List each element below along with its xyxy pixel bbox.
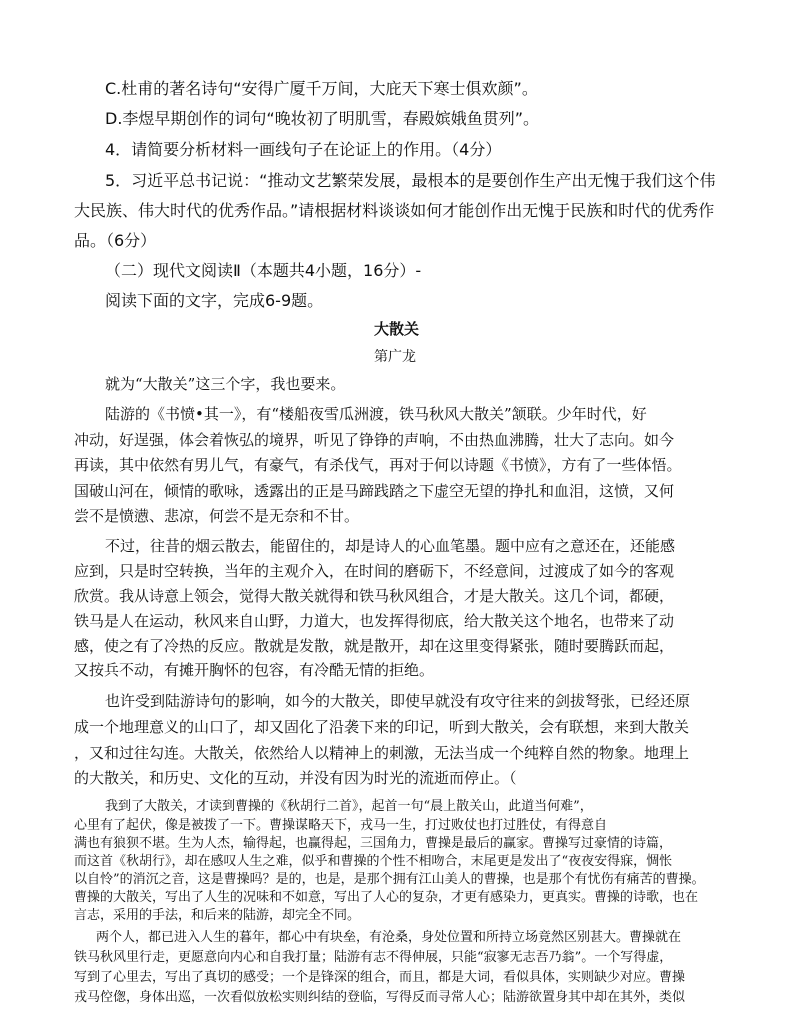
article-title: 大散关 bbox=[374, 320, 420, 338]
paragraph-5-line: 满也有狼狈不堪。生为人杰，输得起，也赢得起，三国角力，曹操是最后的赢家。曹操写过豪情的诗篇， bbox=[74, 836, 673, 851]
option-d: D.李煜早期创作的词句“晚妆初了明肌雪，春殿嫔娥鱼贯列”。 bbox=[105, 109, 539, 128]
paragraph-2-line: 国破山河在，倾情的歌咏，透露出的正是马蹄践踏之下虚空无望的挣扎和血泪，这愤，又何 bbox=[74, 482, 675, 500]
paragraph-2-line: 冲动，好逞强，体会着恢弘的境界，听见了铮铮的声响，不由热血沸腾，壮大了志向。如今 bbox=[74, 431, 675, 449]
paragraph-4-line: 也许受到陆游诗句的影响，如今的大散关，即使早就没有攻守往来的剑拔弩张，已经还原 bbox=[105, 692, 691, 710]
paragraph-4-line: 的大散关，和历史、文化的互动，并没有因为时光的流逝而停止。（ bbox=[74, 769, 517, 787]
paragraph-5-line: 心里有了起伏，像是被拨了一下。曹操谋略天下，戎马一生，打过败仗也打过胜仗，有得意自 bbox=[74, 818, 608, 833]
article-author: 第广龙 bbox=[374, 349, 416, 365]
question-5-line-1: 5．习近平总书记说：“推动文艺繁荣发展，最根本的是要创作生产出无愧于我们这个伟 bbox=[105, 171, 716, 190]
paragraph-2-line: 尝不是愤懑、悲凉，何尝不是无奈和不甘。 bbox=[74, 507, 360, 525]
paragraph-5-line: 曹操的大散关，写出了人生的况味和不如意，写出了人心的复杂，才更有感染力，更真实。曹操的诗歌，也在 bbox=[74, 890, 699, 905]
paragraph-5-line: 以自怜”的消沉之音，这是曹操吗？是的，也是，是那个拥有江山美人的曹操，也是那个有忧伤有痛苦的曹操。 bbox=[74, 872, 705, 887]
paragraph-3-line: 应到，只是时空转换，当年的主观介入，在时间的磨砺下，不经意间，过渡成了如今的客观 bbox=[74, 562, 675, 580]
question-4: 4．请简要分析材料一画线句子在论证上的作用。（4分） bbox=[105, 140, 502, 159]
paragraph-6-line: 两个人，都已进入人生的暮年，都心中有块垒，有沧桑，身处位置和所持立场竟然区别甚大。曹操就在 bbox=[96, 930, 682, 945]
option-c: C.杜甫的著名诗句“安得广厦千万间，大庇天下寒士俱欢颜”。 bbox=[105, 79, 538, 98]
question-5-line-3: 品。（6分） bbox=[74, 231, 157, 250]
paragraph-2-line: 陆游的《书愤•其一》，有“楼船夜雪瓜洲渡，铁马秋风大散关”颔联。少年时代，好 bbox=[105, 405, 647, 423]
paragraph-2-line: 再读，其中依然有男儿气，有豪气，有杀伐气，再对于何以诗题《书愤》，方有了一些体悟。 bbox=[74, 456, 682, 474]
paragraph-5-line: 我到了大散关，才读到曹操的《秋胡行二首》，起首一句“晨上散关山，此道当何难”， bbox=[105, 799, 593, 814]
paragraph-5-line: 言志，采用的手法，和后来的陆游，却完全不同。 bbox=[74, 908, 361, 923]
paragraph-1: 就为“大散关”这三个字，我也要来。 bbox=[105, 375, 346, 393]
paragraph-3-line: 又按兵不动，有摊开胸怀的包容，有冷酷无情的拒绝。 bbox=[74, 661, 435, 679]
paragraph-4-line: 成一个地理意义的山口了，却又固化了沿袭下来的印记，听到大散关，会有联想，来到大散关 bbox=[74, 718, 690, 736]
reading-instruction: 阅读下面的文字，完成6-9题。 bbox=[105, 291, 324, 310]
paragraph-4-line: ，又和过往勾连。大散关，依然给人以精神上的刺激，无法当成一个纯粹自然的物象。地理上 bbox=[74, 744, 690, 762]
paragraph-3-line: 欣赏。我从诗意上领会，觉得大散关就得和铁马秋风组合，才是大散关。这几个词，都硬， bbox=[74, 587, 675, 605]
paragraph-3-line: 不过，往昔的烟云散去，能留住的，却是诗人的心血笔墨。题中应有之意还在，还能感 bbox=[105, 537, 676, 555]
question-5-line-2: 大民族、伟大时代的优秀作品。”请根据材料谈谈如何才能创作出无愧于民族和时代的优秀作 bbox=[74, 201, 715, 220]
paragraph-5-line: 而这首《秋胡行》，却在感叹人生之难，似乎和曹操的个性不相吻合，末尾更是发出了“夜夜安得寐，惆怅 bbox=[74, 854, 673, 869]
paragraph-3-line: 感，使之有了冷热的反应。散就是发散，就是散开，却在这里变得紧张，随时要腾跃而起， bbox=[74, 637, 675, 655]
paragraph-6-line: 铁马秋风里行走，更愿意向内心和自我打量；陆游有志不得伸展，只能“寂寥无志吾乃翁”。一个写得虚， bbox=[74, 950, 673, 965]
paragraph-6-line: 戎马倥偬，身体出巡，一次看似放松实则纠结的登临，写得反而寻常人心；陆游欲置身其中却在其外，类似 bbox=[74, 990, 686, 1005]
paragraph-6-line: 写到了心里去，写出了真切的感受；一个是锋深的组合，而且，都是大词，看似具体，实则缺少对应。曹操 bbox=[74, 970, 686, 985]
section-heading: （二）现代文阅读Ⅱ（本题共4小题，16分）- bbox=[105, 261, 422, 280]
paragraph-3-line: 铁马是人在运动，秋风来自山野，力道大，也发挥得彻底，给大散关这个地名，也带来了动 bbox=[74, 612, 675, 630]
